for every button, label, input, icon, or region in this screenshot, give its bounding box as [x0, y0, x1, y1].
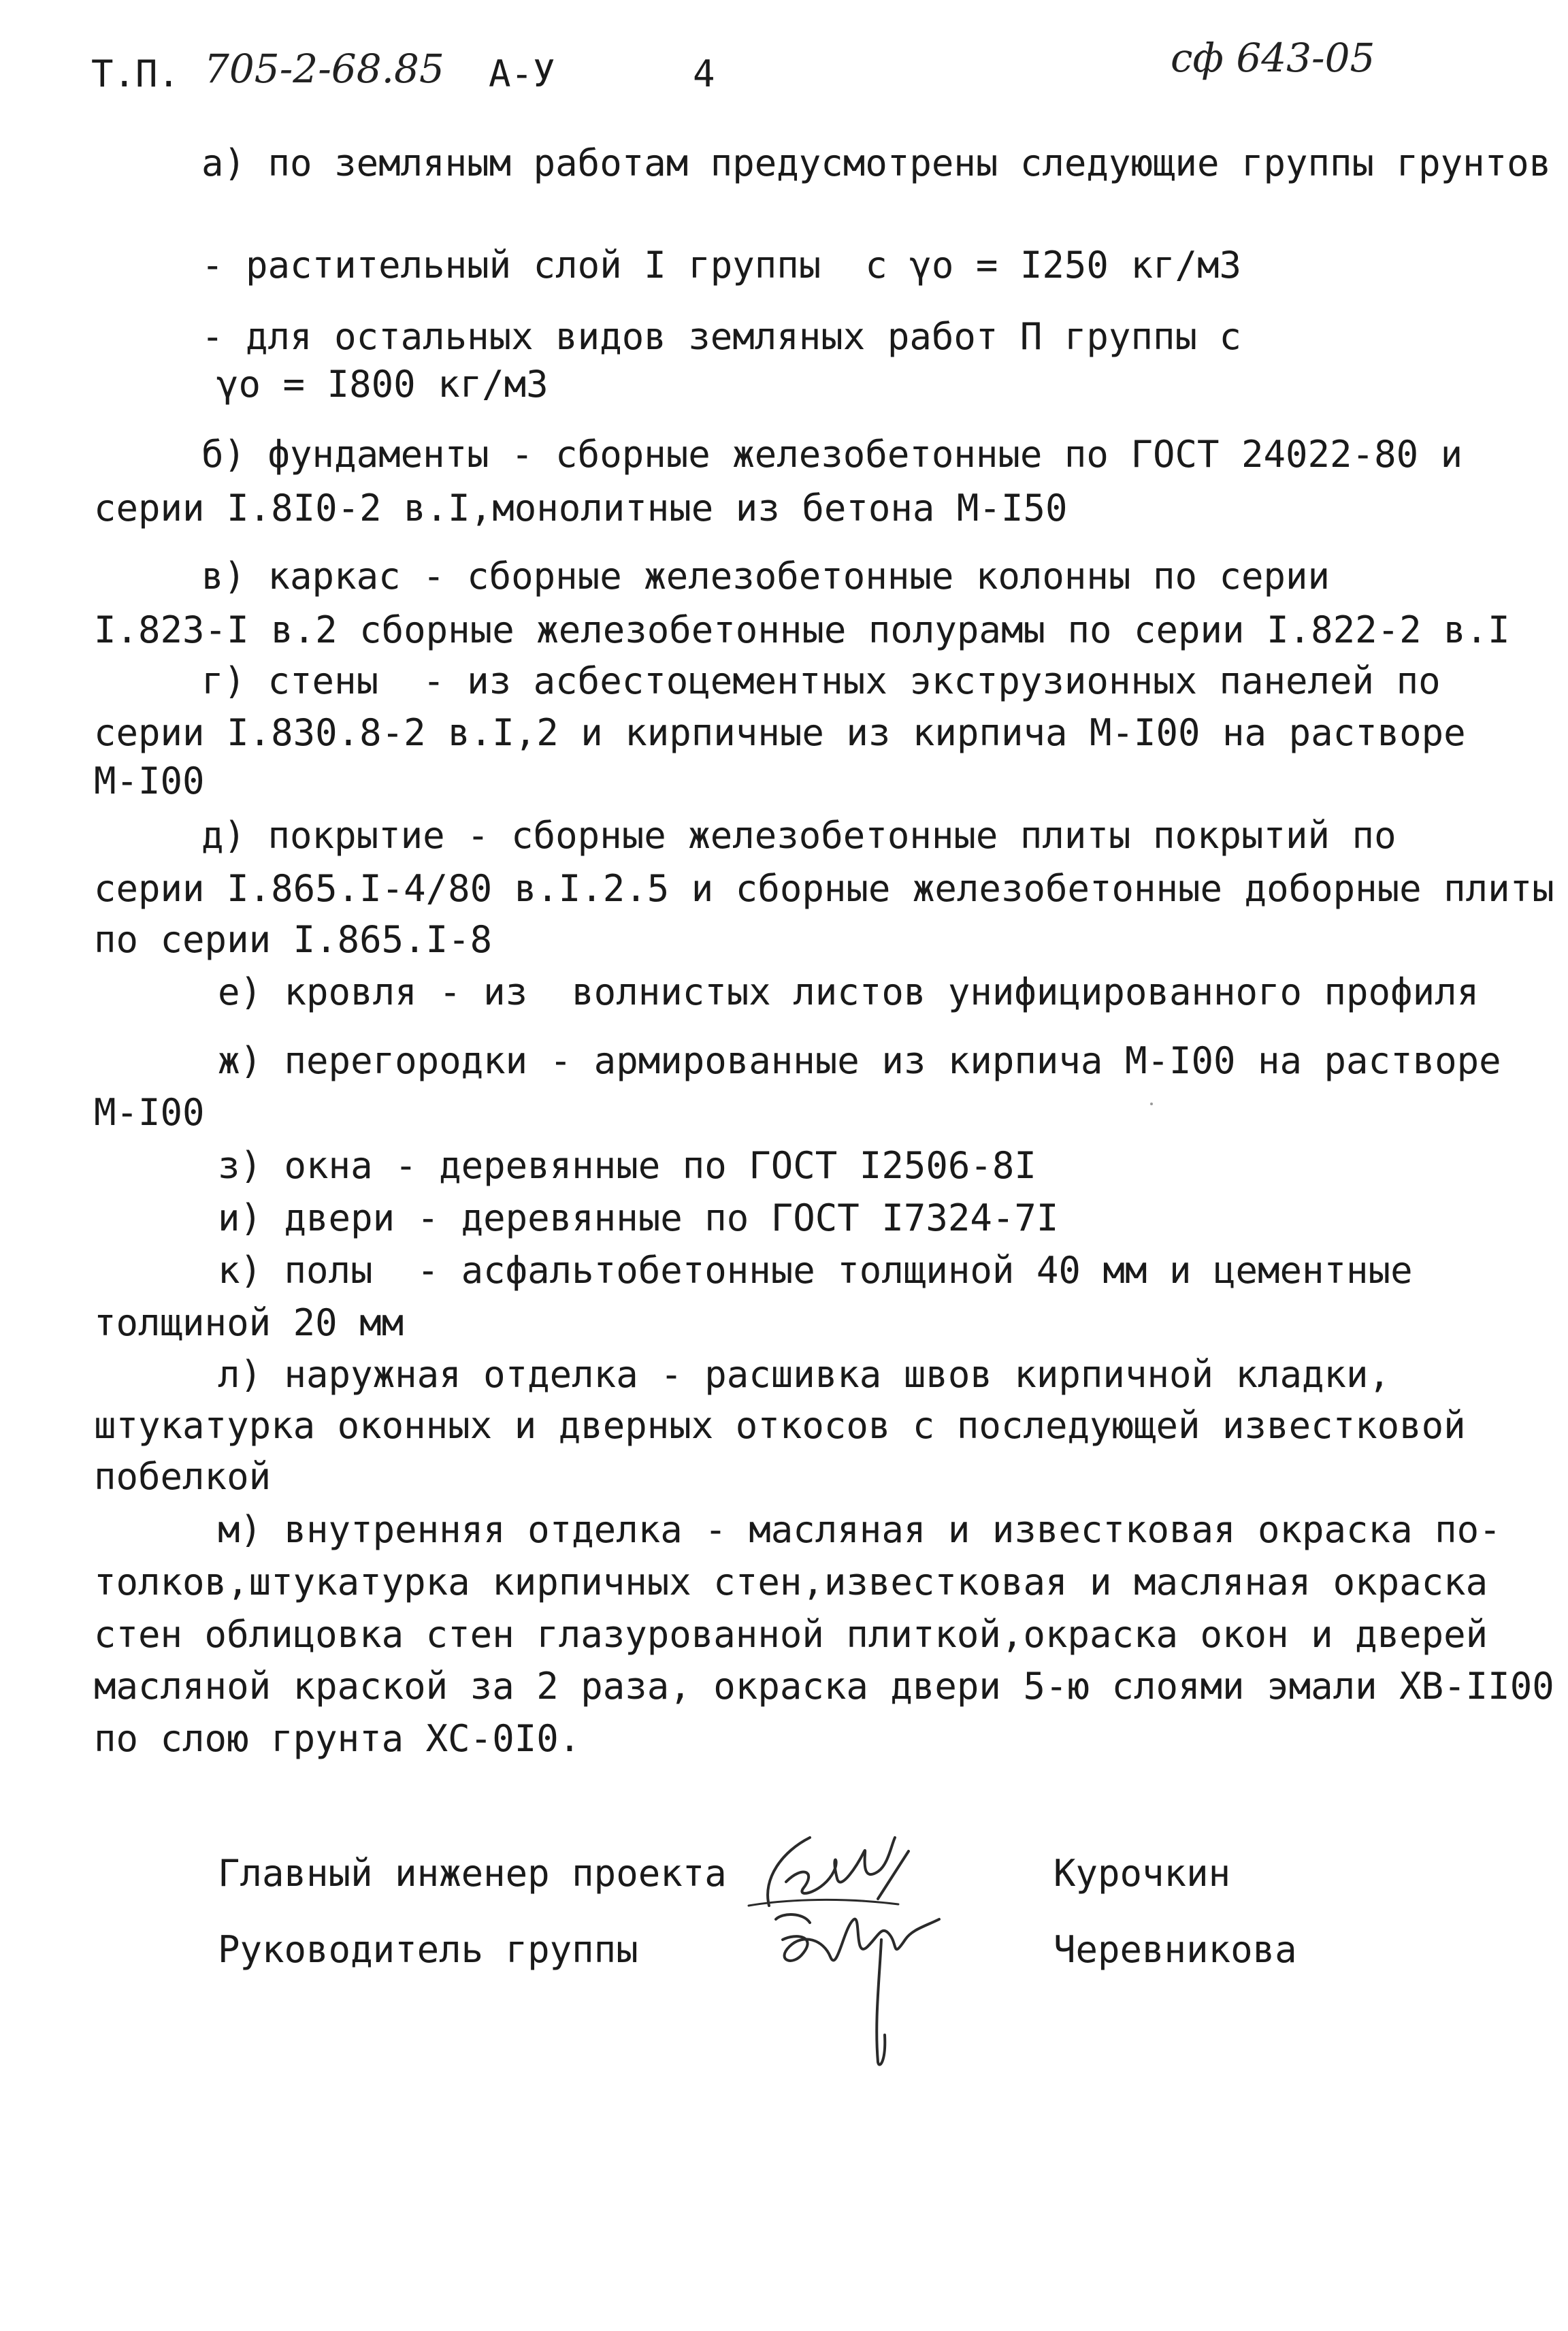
- line-partitions-mortar: М-I00: [94, 1091, 205, 1134]
- group-leader-signature: [735, 1899, 953, 2076]
- line-walls-mortar: М-I00: [94, 760, 205, 802]
- group-leader-title: Руководитель группы: [218, 1928, 638, 1971]
- line-interior-finish-3: стен облицовка стен глазурованной плиткой,окраска окон и дверей: [94, 1613, 1488, 1656]
- header-album: А-У: [489, 52, 555, 95]
- line-interior-finish: м) внутренняя отделка - масляная и известковая окраска по-: [218, 1508, 1501, 1551]
- line-exterior-finish-2: штукатурка оконных и дверных откосов с последующей известковой: [94, 1404, 1466, 1447]
- line-roof: е) кровля - из волнистых листов унифицированного профиля: [218, 971, 1480, 1013]
- scan-speck: [1150, 1103, 1153, 1105]
- line-interior-finish-5: по слою грунта ХС-0I0.: [94, 1717, 581, 1760]
- line-vegetation-layer: - растительный слой I группы с γо = I250 кг/м3: [201, 244, 1242, 287]
- line-interior-finish-2: толков,штукатурка кирпичных стен,известковая и масляная окраска: [94, 1561, 1488, 1603]
- chief-engineer-name: Курочкин: [1054, 1852, 1231, 1895]
- line-walls-series: серии I.830.8-2 в.I,2 и кирпичные из кирпича М-I00 на растворе: [94, 711, 1466, 754]
- line-exterior-finish-3: побелкой: [94, 1455, 272, 1498]
- line-earthworks: а) по земляным работам предусмотрены следующие группы грунтов: [201, 142, 1552, 184]
- header-tp-label: Т.П.: [91, 52, 180, 95]
- line-roofing-slabs: д) покрытие - сборные железобетонные плиты покрытий по: [201, 814, 1396, 857]
- line-floors-thickness: толщиной 20 мм: [94, 1301, 404, 1344]
- line-partitions: ж) перегородки - армированные из кирпича М-I00 на растворе: [218, 1039, 1501, 1082]
- line-foundations: б) фундаменты - сборные железобетонные по ГОСТ 24022-80 и: [201, 433, 1463, 476]
- line-roofing-series: серии I.865.I-4/80 в.I.2.5 и сборные железобетонные доборные плиты: [94, 867, 1554, 910]
- line-interior-finish-4: масляной краской за 2 раза, окраска двери 5-ю слоями эмали ХВ-II00: [94, 1665, 1554, 1708]
- line-windows: з) окна - деревянные по ГОСТ I2506-8I: [218, 1144, 1036, 1187]
- line-exterior-finish: л) наружная отделка - расшивка швов кирпичной кладки,: [218, 1353, 1391, 1396]
- chief-engineer-title: Главный инженер проекта: [218, 1852, 727, 1895]
- line-density-1800: γо = I800 кг/м3: [216, 363, 549, 406]
- line-walls: г) стены - из асбестоцементных экструзионных панелей по: [201, 659, 1441, 702]
- header-project-code: 705-2-68.85: [204, 46, 444, 92]
- line-foundations-series: серии I.8I0-2 в.I,монолитные из бетона М-I50: [94, 487, 1068, 529]
- line-roofing-series-2: по серии I.865.I-8: [94, 918, 493, 961]
- line-doors: и) двери - деревянные по ГОСТ I7324-7I: [218, 1196, 1059, 1239]
- line-other-earthworks: - для остальных видов земляных работ П группы с: [201, 315, 1242, 358]
- header-page-number: 4: [693, 52, 715, 95]
- header-archive-code: сф 643-05: [1171, 35, 1375, 81]
- line-frame: в) каркас - сборные железобетонные колонны по серии: [201, 555, 1330, 598]
- line-floors: к) полы - асфальтобетонные толщиной 40 мм и цементные: [218, 1249, 1413, 1292]
- line-frame-series: I.823-I в.2 сборные железобетонные полурамы по серии I.822-2 в.I: [94, 608, 1510, 651]
- group-leader-name: Черевникова: [1054, 1928, 1297, 1971]
